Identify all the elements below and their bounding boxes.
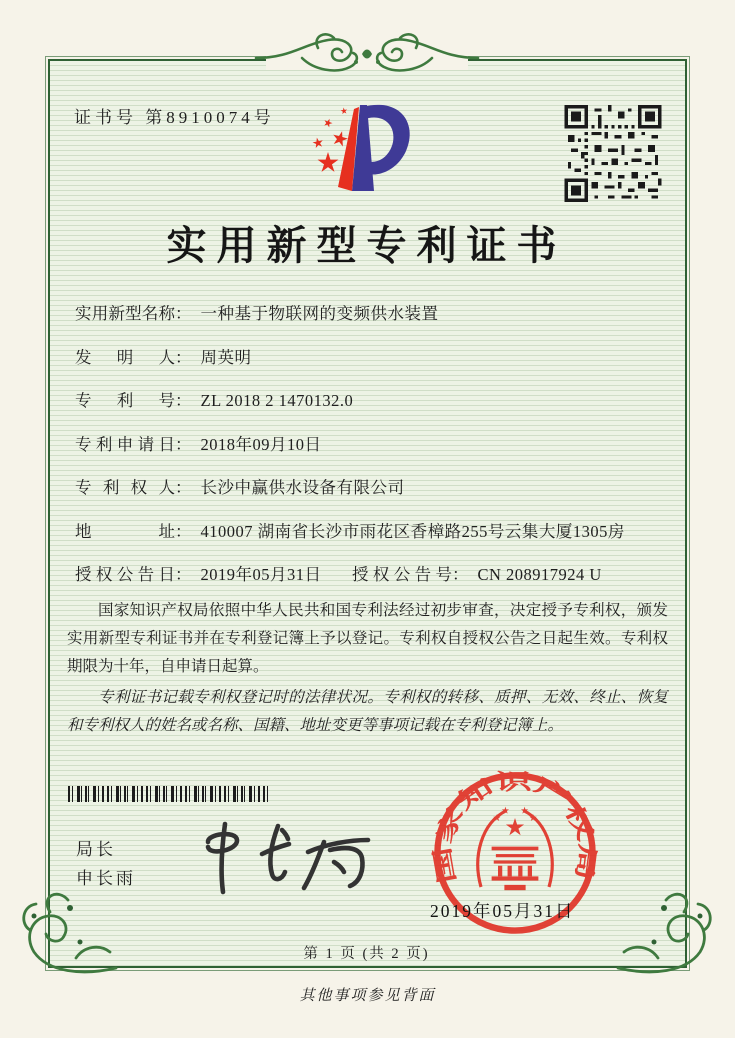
field-label: 地址 bbox=[75, 521, 175, 541]
field-value: 长沙中赢供水设备有限公司 bbox=[200, 478, 405, 497]
field-row-inventor: 发明人： 周英明 bbox=[75, 344, 667, 388]
field-value: CN 208917924 U bbox=[477, 565, 602, 584]
top-scroll-ornament-icon bbox=[252, 26, 482, 88]
handwritten-signature-icon bbox=[192, 812, 382, 897]
field-label: 专利权人 bbox=[75, 478, 175, 497]
back-note: 其他事项参见背面 bbox=[299, 988, 436, 1004]
field-label: 发明人 bbox=[75, 347, 175, 367]
corner-flourish-icon bbox=[20, 886, 120, 978]
cnipa-logo-icon bbox=[300, 97, 428, 199]
seal-text: 国家知识产权局 bbox=[430, 769, 600, 886]
field-row-grant-date-and-number: 授权公告日： 2019年05月31日 授权公告号： CN 208917924 U bbox=[75, 561, 667, 605]
field-label: 专利号 bbox=[75, 391, 175, 410]
qr-code bbox=[562, 105, 664, 202]
field-row-patentee: 专利权人： 长沙中赢供水设备有限公司 bbox=[75, 474, 667, 518]
field-row-address: 地址： 410007 湖南省长沙市雨花区香樟路255号云集大厦1305房 bbox=[75, 518, 667, 562]
field-value: 一种基于物联网的变频供水装置 bbox=[200, 304, 439, 323]
field-value: 410007 湖南省长沙市雨花区香樟路255号云集大厦1305房 bbox=[200, 521, 625, 541]
legal-paragraph-1: 国家知识产权局依照中华人民共和国专利法经过初步审查，决定授予专利权，颁发实用新型专利证书并在专利登记簿上予以登记。专利权自授权公告之日起生效。专利权期限为十年，自申请日起算。 bbox=[67, 602, 668, 675]
legal-text bbox=[67, 597, 668, 739]
field-label: 实用新型名称 bbox=[75, 304, 175, 323]
field-value: 周英明 bbox=[200, 347, 252, 367]
seal-date: 2019年05月31日 bbox=[430, 901, 575, 921]
legal-paragraph-2: 专利证书记载专利权登记时的法律状况。专利权的转移、质押、无效、终止、恢复和专利权人的姓名或名称、国籍、地址变更等事项记载在专利登记簿上。 bbox=[67, 688, 668, 734]
grant-number-pair: 授权公告号： CN 208917924 U bbox=[352, 561, 602, 585]
field-value: 2019年05月31日 bbox=[200, 565, 322, 584]
field-row-application-date: 专利申请日： 2018年09月10日 bbox=[75, 431, 667, 475]
field-label: 授权公告日 bbox=[75, 565, 175, 584]
barcode bbox=[68, 786, 270, 802]
certificate-fields bbox=[75, 300, 667, 605]
field-row-patent-number: 专利号： ZL 2018 2 1470132.0 bbox=[75, 387, 667, 431]
certificate-title: 实用新型专利证书 bbox=[166, 223, 567, 268]
field-value: ZL 2018 2 1470132.0 bbox=[200, 391, 354, 410]
field-value: 2018年09月10日 bbox=[200, 434, 322, 454]
corner-flourish-icon bbox=[614, 886, 714, 978]
field-label: 专利申请日 bbox=[75, 434, 175, 454]
field-row-utility-model-name: 实用新型名称： 一种基于物联网的变频供水装置 bbox=[75, 300, 667, 344]
field-label: 授权公告号 bbox=[352, 565, 452, 584]
page-footer: 第 1 页 (共 2 页) bbox=[303, 946, 430, 962]
certificate-number: 证书号 第8910074号 bbox=[74, 108, 275, 127]
director-title: 局长 bbox=[76, 840, 116, 859]
director-name: 申长雨 bbox=[76, 869, 136, 888]
